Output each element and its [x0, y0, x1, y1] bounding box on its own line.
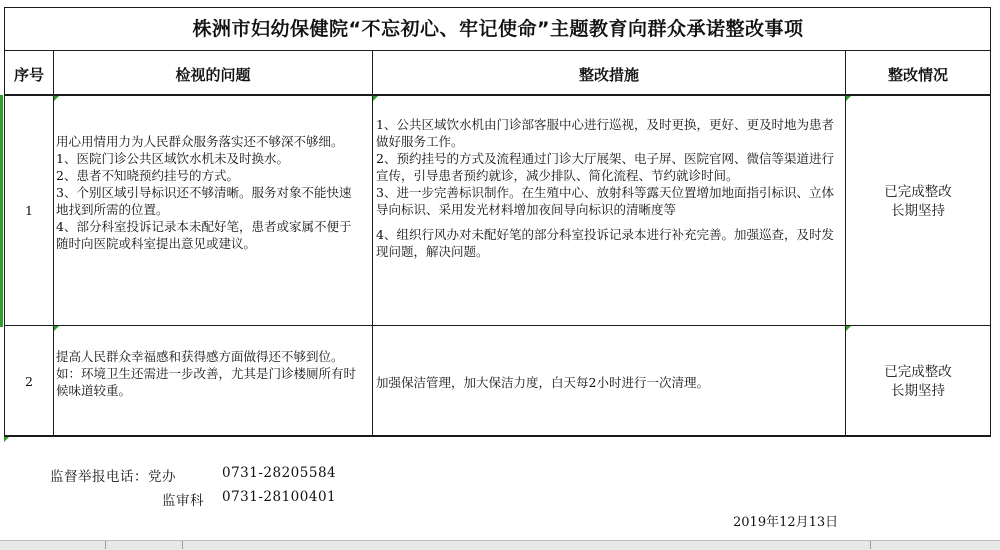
- row-1-measure-3: 3、进一步完善标识制作。在生殖中心、放射科等露天位置增加地面指引标识、立体导向标识、采用发光材料增加夜间导向标识的清晰度等: [376, 185, 834, 217]
- sheet-tab-divider: [105, 541, 106, 549]
- row-2-measures-cell: [376, 374, 838, 391]
- cell-indicator-mark: [4, 437, 9, 442]
- hotline-number-2: 0731-28100401: [222, 489, 337, 505]
- page-title: 株洲市妇幼保健院“不忘初心、牢记使命”主题教育向群众承诺整改事项: [192, 18, 804, 40]
- grid-line-right: [990, 7, 991, 437]
- row-1-seq: 1: [25, 203, 33, 218]
- row-1-problem-cell: [56, 133, 360, 252]
- cell-indicator-mark: [846, 326, 851, 331]
- row-1-problem-intro: 用心用情用力为人民群众服务落实还不够深不够细。: [56, 134, 344, 149]
- header-seq: 序号: [13, 66, 44, 84]
- row-2-status-ongoing: 长期坚持: [891, 383, 945, 399]
- hotline-label: 监督举报电话：党办: [50, 469, 176, 485]
- document-date: 2019年12月13日: [733, 515, 839, 530]
- grid-line-row2-bottom: [4, 435, 991, 437]
- cell-indicator-mark: [373, 96, 378, 101]
- row-1-status-cell: [846, 183, 990, 221]
- grid-line-title-bottom: [4, 50, 991, 51]
- row-1-measure-2: 2、预约挂号的方式及流程通过门诊大厅展架、电子屏、医院官网、微信等渠道进行宣传，引导患者预约就诊，减少排队、简化流程、节约就诊时间。: [376, 151, 834, 183]
- cell-indicator-mark: [846, 96, 851, 101]
- row-1-measures-cell: [376, 116, 838, 260]
- row-2-problem-cell: [56, 348, 360, 399]
- row-1-status-ongoing: 长期坚持: [891, 203, 945, 219]
- row-1-problem-item-1: 1、医院门诊公共区域饮水机未及时换水。: [56, 151, 289, 166]
- sheet-tab-divider: [870, 541, 871, 549]
- header-problem: 检视的问题: [175, 66, 251, 84]
- grid-line-col-seq: [53, 50, 54, 437]
- cell-indicator-mark: [54, 96, 59, 101]
- row-1-measure-4: 4、组织行风办对未配好笔的部分科室投诉记录本进行补充完善。加强巡查，及时发现问题，解决问题。: [376, 227, 834, 259]
- row-2-seq: 2: [25, 374, 33, 389]
- row-1-problem-item-2: 2、患者不知晓预约挂号的方式。: [56, 168, 239, 183]
- row-2-status-cell: [846, 363, 990, 401]
- grid-line-row1-bottom: [4, 325, 991, 326]
- grid-line-col-problem: [372, 50, 373, 437]
- row-2-measure-1: 加强保洁管理，加大保洁力度，白天每2小时进行一次清理。: [376, 375, 709, 390]
- row-2-problem-text: 提高人民群众幸福感和获得感方面做得还不够到位。如：环境卫生还需进一步改善，尤其是门诊楼厕所有时候味道较重。: [56, 349, 357, 398]
- header-status: 整改情况: [887, 66, 948, 84]
- row-2-status-done: 已完成整改: [884, 364, 952, 380]
- row-1-status-done: 已完成整改: [884, 184, 952, 200]
- row-1-problem-item-3: 3、个别区域引导标识还不够清晰。服务对象不能快速地找到所需的位置。: [56, 185, 352, 217]
- hotline-number-1: 0731-28205584: [222, 465, 337, 481]
- grid-line-header-bottom: [4, 94, 991, 96]
- row-1-measure-1: 1、公共区域饮水机由门诊部客服中心进行巡视，及时更换，更好、更及时地为患者做好服务工作。: [376, 117, 834, 149]
- row-1-problem-item-4: 4、部分科室投诉记录本未配好笔，患者或家属不便于随时向医院或科室提出意见或建议。: [56, 219, 352, 251]
- selected-row-accent: [0, 95, 3, 327]
- audit-label: 监审科: [162, 493, 204, 509]
- sheet-tab-divider: [182, 541, 183, 549]
- grid-line-top: [4, 7, 991, 8]
- header-measures: 整改措施: [578, 66, 639, 84]
- cell-indicator-mark: [54, 326, 59, 331]
